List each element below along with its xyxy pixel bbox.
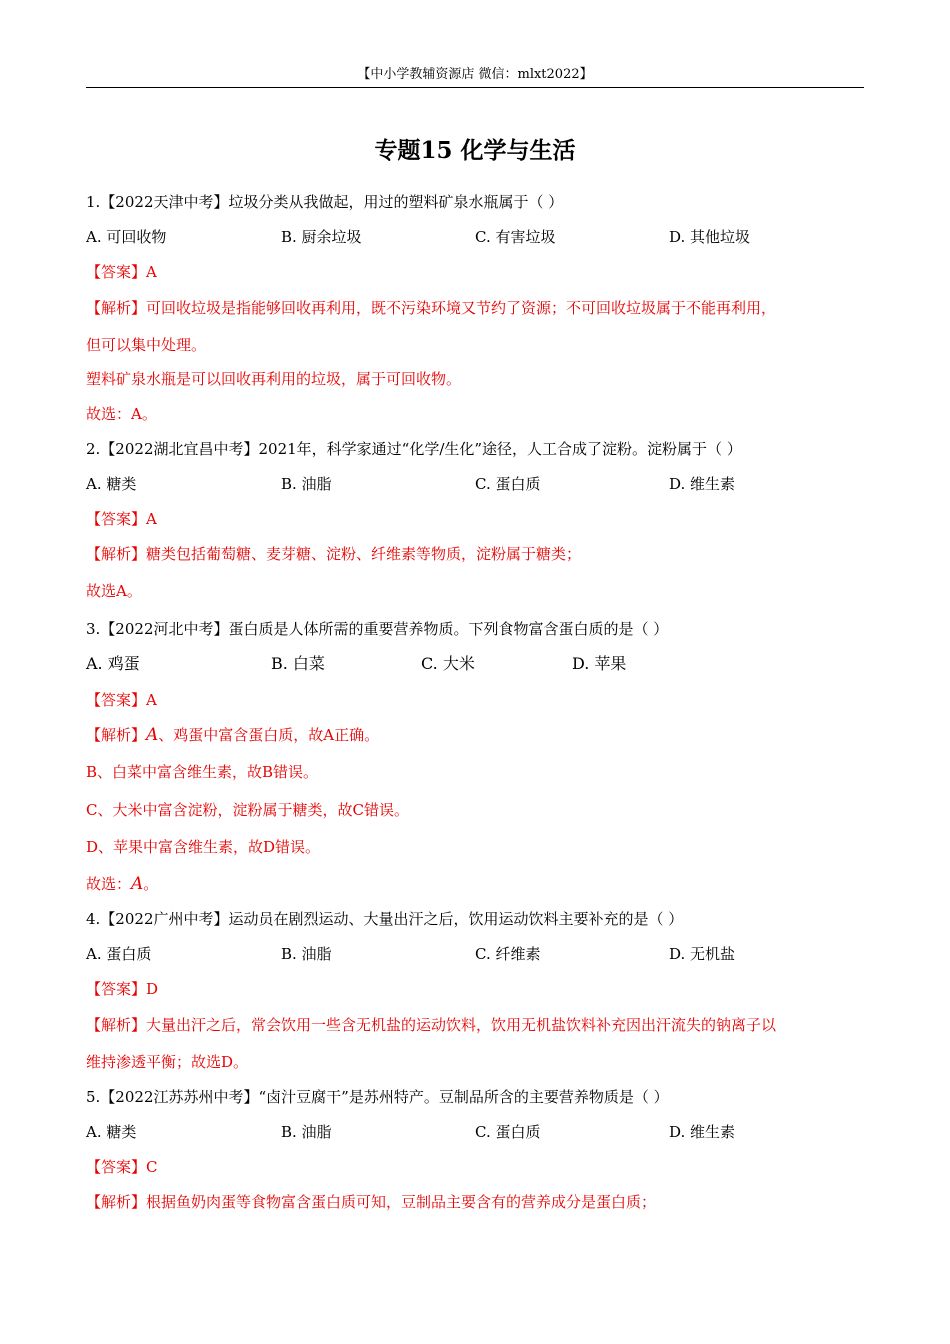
q3-analysis-rest: 、鸡蛋中富含蛋白质，故A正确。 <box>158 726 380 744</box>
q3-option-b: B. 白菜 <box>271 654 325 673</box>
question-2-stem: 2.【2022湖北宜昌中考】2021年，科学家通过“化学/生化”途径，人工合成了淀粉。淀粉属于（ ） <box>86 440 742 458</box>
q4-option-d: D. 无机盐 <box>669 945 736 963</box>
q4-option-b: B. 油脂 <box>281 945 332 963</box>
q3-analysis-first-line <box>86 724 866 746</box>
q2-option-c: C. 蛋白质 <box>475 475 541 493</box>
q3-final-end: 。 <box>143 875 159 893</box>
q3-analysis-line: C、大米中富含淀粉，淀粉属于糖类，故C错误。 <box>86 801 409 819</box>
q5-option-d: D. 维生素 <box>669 1123 736 1141</box>
q1-analysis-line: 塑料矿泉水瓶是可以回收再利用的垃圾，属于可回收物。 <box>86 370 462 388</box>
question-4-stem: 4.【2022广州中考】运动员在剧烈运动、大量出汗之后，饮用运动饮料主要补充的是（ ） <box>86 910 684 928</box>
q2-analysis-line: 【解析】糖类包括葡萄糖、麦芽糖、淀粉、纤维素等物质，淀粉属于糖类； <box>86 545 582 563</box>
page-header: 【中小学教辅资源店 微信：mlxt2022】 <box>357 67 593 82</box>
q1-analysis-line: 但可以集中处理。 <box>86 336 207 354</box>
q4-analysis-line: 维持渗透平衡；故选D。 <box>86 1053 249 1071</box>
q3-analysis-line: D、苹果中富含维生素，故D错误。 <box>86 838 321 856</box>
q2-option-a: A. 糖类 <box>86 475 137 493</box>
q5-analysis-line: 【解析】根据鱼奶肉蛋等食物富含蛋白质可知，豆制品主要含有的营养成分是蛋白质； <box>86 1193 657 1211</box>
q4-option-a: A. 蛋白质 <box>86 945 152 963</box>
q2-answer: 【答案】A <box>86 510 157 528</box>
q4-option-c: C. 纤维素 <box>475 945 541 963</box>
q3-final-letter: A <box>131 874 144 894</box>
q1-option-a: A. 可回收物 <box>86 228 167 246</box>
q3-option-a: A. 鸡蛋 <box>86 654 140 673</box>
q2-analysis-line: 故选A。 <box>86 582 142 600</box>
q3-answer: 【答案】A <box>86 691 157 709</box>
q3-analysis-line: B、白菜中富含维生素，故B错误。 <box>86 763 319 781</box>
q2-option-d: D. 维生素 <box>669 475 736 493</box>
q2-option-b: B. 油脂 <box>281 475 332 493</box>
q3-option-d: D. 苹果 <box>572 654 627 673</box>
q1-option-c: C. 有害垃圾 <box>475 228 556 246</box>
question-5-stem: 5.【2022江苏苏州中考】“卤汁豆腐干”是苏州特产。豆制品所含的主要营养物质是（ ） <box>86 1088 669 1106</box>
q3-analysis-letter: A <box>146 725 159 745</box>
q5-option-b: B. 油脂 <box>281 1123 332 1141</box>
q3-final-lead: 故选： <box>86 875 132 893</box>
q1-option-b: B. 厨余垃圾 <box>281 228 362 246</box>
q5-option-a: A. 糖类 <box>86 1123 137 1141</box>
q1-analysis-line: 故选：A。 <box>86 405 157 423</box>
q1-analysis-line: 【解析】可回收垃圾是指能够回收再利用，既不污染环境又节约了资源；不可回收垃圾属于不能再利用， <box>86 299 777 317</box>
q1-option-d: D. 其他垃圾 <box>669 228 751 246</box>
q3-analysis-lead: 【解析】 <box>86 726 147 744</box>
q1-answer: 【答案】A <box>86 263 157 281</box>
q3-option-c: C. 大米 <box>421 654 475 673</box>
q3-final-answer <box>86 873 866 895</box>
q5-answer: 【答案】C <box>86 1158 158 1176</box>
question-1-stem: 1.【2022天津中考】垃圾分类从我做起，用过的塑料矿泉水瓶属于（ ） <box>86 193 564 211</box>
header-divider <box>86 87 864 88</box>
q4-answer: 【答案】D <box>86 980 159 998</box>
q5-option-c: C. 蛋白质 <box>475 1123 541 1141</box>
q4-analysis-line: 【解析】大量出汗之后，常会饮用一些含无机盐的运动饮料，饮用无机盐饮料补充因出汗流失的钠离子以 <box>86 1016 777 1034</box>
document-title: 专题15 化学与生活 <box>374 137 576 164</box>
question-3-stem: 3.【2022河北中考】蛋白质是人体所需的重要营养物质。下列食物富含蛋白质的是（ ） <box>86 620 669 638</box>
